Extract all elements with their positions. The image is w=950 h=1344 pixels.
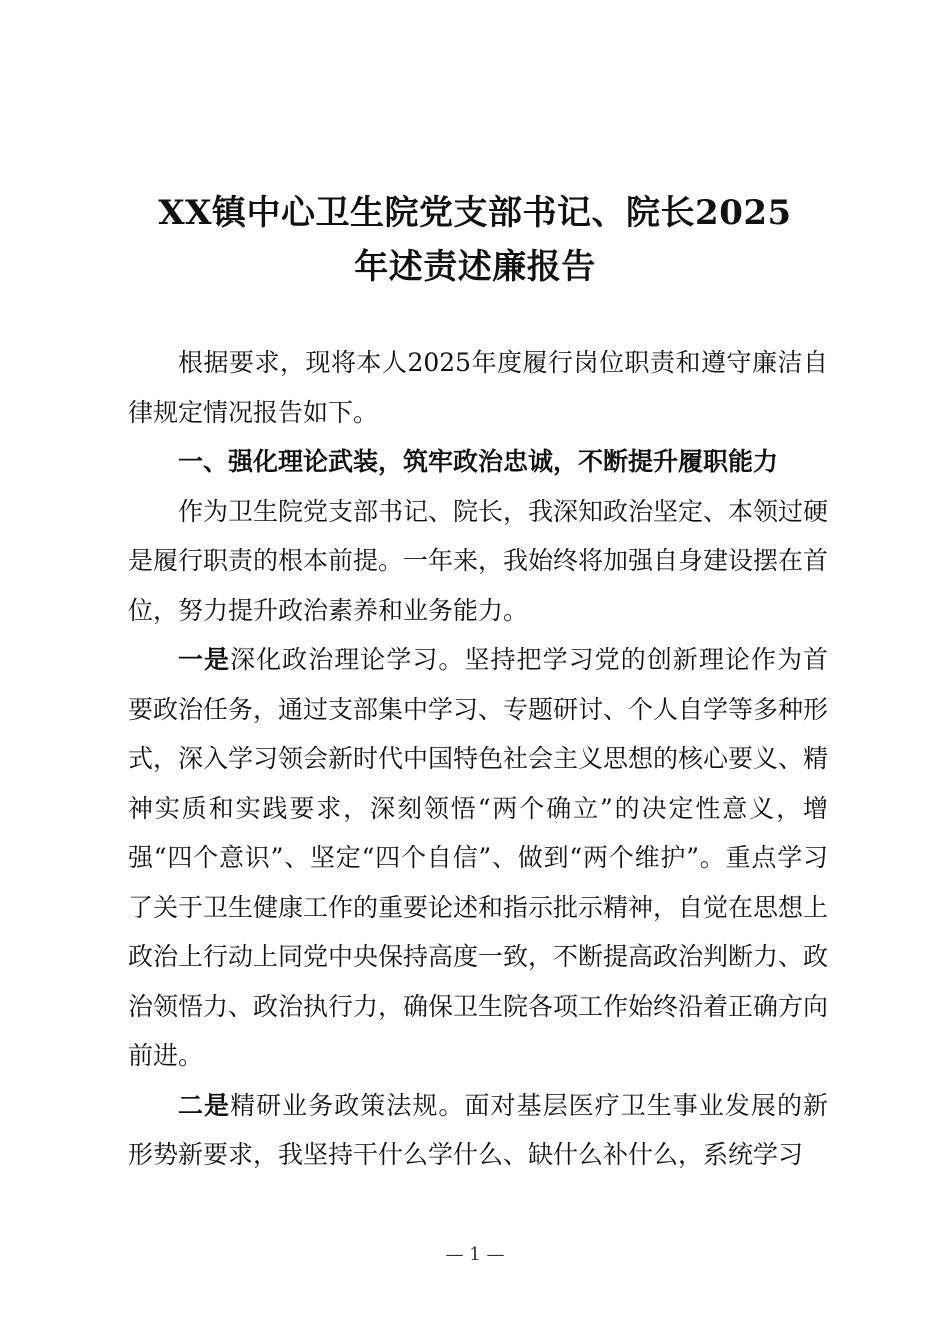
section-heading-1: 一、强化理论武装，筑牢政治忠诚，不断提升履职能力 — [178, 447, 779, 476]
item-1-lead: 一是 — [178, 645, 231, 674]
document-body — [128, 338, 828, 1180]
item-1-text: 深化政治理论学习。坚持把学习党的创新理论作为首要政治任务，通过支部集中学习、专题研讨、个人自学等多种形式，深入学习领会新时代中国特色社会主义思想的核心要义、精神实质和实践要求，深刻领悟“两个确立”的决定性意义，增强“四个意识”、坚定“四个自信”、做到“两个维护”。重点学习了关于卫生健康工作的重要论述和指示批示精神，自觉在思想上政治上行动上同党中央保持高度一致，不断提高政治判断力、政治领悟力、政治执行力，确保卫生院各项工作始终沿着正确方向前进。 — [128, 645, 829, 1070]
page-number: — 1 — — [445, 1244, 505, 1265]
item-2-text: 精研业务政策法规。面对基层医疗卫生事业发展的新形势新要求，我坚持干什么学什么、缺什么补什么，系统学习 — [128, 1090, 828, 1169]
section-1-paragraph: 作为卫生院党支部书记、院长，我深知政治坚定、本领过硬是履行职责的根本前提。一年来，我始终将加强自身建设摆在首位，努力提升政治素养和业务能力。 — [128, 496, 829, 625]
title-line-1: XX镇中心卫生院党支部书记、院长2025 — [158, 193, 792, 233]
title-line-2: 年述责述廉报告 — [354, 247, 596, 287]
item-2-paragraph — [128, 1081, 828, 1180]
item-2-lead: 二是 — [178, 1090, 231, 1120]
intro-paragraph: 根据要求，现将本人2025年度履行岗位职责和遵守廉洁自律规定情况报告如下。 — [128, 348, 828, 427]
document-title — [110, 186, 840, 294]
item-1-paragraph — [128, 635, 828, 1081]
